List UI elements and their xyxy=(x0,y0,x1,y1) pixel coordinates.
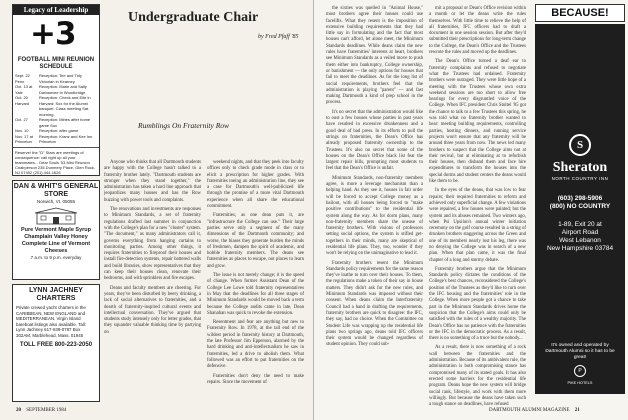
store-drawing-icon xyxy=(13,207,99,225)
issue-date: SEPTEMBER 1984 xyxy=(26,408,67,413)
charter-name: LYNN JACHNEY CHARTERS xyxy=(29,287,83,302)
sheraton-address-3: West Lebanon xyxy=(559,237,601,244)
page-number-left: 20 xyxy=(16,408,21,413)
schedule-row: Oct. 20 Harvard Reception: Check and Eite in Harvard: Sox for the Alumni banquet. Class meeting Sat. morning. xyxy=(15,95,91,117)
sheraton-subtitle: NORTH COUNTRY INN xyxy=(551,176,609,181)
schedule-row: Oct. 13 at Yale Reception: Marie and Sally Darbanvee in Woodbridge xyxy=(15,84,87,95)
store-syrup: Pure Vermont Maple Syrup xyxy=(21,227,91,233)
legacy-ad-title: Legacy of Leadership xyxy=(13,5,99,15)
paragraph: The renovations and investments are responses to Minimum Standards, a set of fraternity regulations drafted last summer in conjunction with the College's plan for a new "cluster" system. "The document," as many administrators call it, governs everything from hanging curtains to monitoring parties. Among other things, it requires fraternities to fireproof their houses and install fire-detection systems, repair battered walls and build libraries, show representatives that they can keep their houses clean, renovate their bedrooms, and with sprinklers and fire escapes. xyxy=(104,207,201,282)
page-number-right: 21 xyxy=(574,408,580,413)
paragraph: Minimum Standards, non-fraternity members agree, is more a leverage mechanism than a helping hand. As they see it, houses in fair order will be forced to accept College money as a bailout, with all houses being forced to "make positive contributions" to the residential life system along the way. As for dorm plans, many non-fraternity members share the unease of fraternity brothers. With visions of professors setting social options, the system is stifled get-togethers in their minds, many are skeptical of residential life plans. They, too, wonder if they won't be relying on the unimaginative to lead it. xyxy=(326,175,423,257)
sheraton-footer: PIKE HOTELS xyxy=(567,381,593,385)
store-cheeses: Complete Line of Vermont Cheeses xyxy=(21,241,91,254)
reunion-schedule xyxy=(13,71,99,147)
paragraph: It's no secret that the administration would like to oust a few houses whose parties in past years have resulted in excessive drunkenness and a good deal of bad press. In its efforts to pull the strings on fraternities, the Dean's Office has already proposed fraternity ownership to the Trustees. It's also no secret that some of the houses on the Dean's Office black list fear the largest repair bills, prompting most students to feel that the Dean's Office is unfair. xyxy=(326,109,423,172)
store-name: DAN & WHIT'S GENERAL STORE xyxy=(13,183,99,198)
article-column-4 xyxy=(429,6,526,411)
charter-ad xyxy=(12,284,100,402)
because-box xyxy=(535,4,625,22)
sheraton-address-2: Airport Road xyxy=(561,229,599,236)
paragraph: In the eyes of the deans, that was low to fear repairs; their required fraternities to reform and achieved only superficial change. A few violations were repaired, a few houses were painted; but the system and its abuses remained. Two winters ago, when Psi Upsilon's annual winter initiation ceremony on the golf course resulted in a string of drunken brothers staggering across the Green and one of its members nearly lost his leg, there was no denying the College was in search of a new plan. When that plan came, it was the final chapter of a long and stormy debate. xyxy=(429,188,526,263)
svg-text:+3: +3 xyxy=(30,16,76,49)
schedule-row: Oct. 27 Reception: Mines after home game Sox xyxy=(15,117,91,128)
article-column-1 xyxy=(104,160,201,339)
sheraton-phone-1: (603) 298-5906 xyxy=(557,195,603,202)
pike-hotels-logo-icon: P xyxy=(574,365,586,377)
sheraton-tagline: It's owned and operated by Dartmouth Alumni so it has to be great! xyxy=(545,343,615,360)
charter-phone: TOLL FREE 800-223-2050 xyxy=(19,341,93,348)
schedule-row: Nov. 10 Reception: after game xyxy=(15,128,79,133)
page-gutter xyxy=(313,0,314,420)
paragraph: Fraternities, as one dean puts it, are "infrastructure the College can use." Their large parties serve only a segment of the many dimensions of the Dartmouth community; and worse, the biases they generate burden the minds of freshmen, dampen the spirit of academic, and hobble fraternity members. The deans see fraternities as places to escape, not places to learn and grow. xyxy=(207,213,304,269)
paragraph: the sixties was quelled in "Animal House," most brothers agree their houses could use facelifts. What they resent is the imposition of extensive building requirements that they had little say in formulating and the fact that most houses can't afford, let alone meet, the Minimum Standards deadlines. While deans claim the new rules have fraternities' interests at heart, brothers see Minimum Standards as a veiled move to push them either into bankruptcy, College ownership, or banishment — the only options for houses that fail to meet the deadlines. As for the long list of social requirements, brothers feel that the administration is playing "parent" — and fast making Dartmouth a kind of prep school in the process. xyxy=(326,6,423,106)
legacy-ad-heading: FOOTBALL MINI REUNION SCHEDULE xyxy=(17,57,95,70)
store-town: Norwich, Vt. 05055 xyxy=(36,199,76,204)
paragraph: Anyone who thinks that all Dartmouth students are happy with the College hasn't talked to a fraternity brother lately. "Dartmouth students are stronger when they stand together," the administration has taken a hard line approach that jeopardizes many houses and has the Row buzzing with power tools and complaints. xyxy=(104,160,201,203)
folio-right xyxy=(489,408,580,413)
article-column-2 xyxy=(207,160,304,389)
article-byline: by Fred Pfaff '85 xyxy=(258,34,299,40)
sheraton-logo-icon: S xyxy=(569,134,591,156)
paragraph: Deans and faculty members are cheering. For years, they've been disturbed by beery drinking, a lack of social alternatives to fraternities, and a dearth of fraternity-inspired cultural events and intellectual conversation. They've argued that students study intensely only for letter grades, that they squander valuable thinking time by partying on xyxy=(104,285,201,335)
paragraph: As a result, there is now something of a rock wall between the fraternities and the administration. Because of its ambivalent rule, the administration is both compromising stance has compromised many of its stated goals. It has also erected some barriers for the residential life program. Deans hope the new system will bridge social rank, lifestyle, and work with them more willingly. But because the deans have taken such a tough stance on deadlines, have refused xyxy=(429,345,526,408)
paragraph: Resentment and fear are anything but new to Fraternity Row. In 1978, at the tail end of the wildest period in fraternity history at Dartmouth, the late Professor Jim Epperson, alarmed by the hard drinking and anti-intellectualism he saw in fraternities, led a drive to abolish them. What followed was an effort to put fraternities on the defensive. xyxy=(207,320,304,370)
magazine-name: DARTMOUTH ALUMNI MAGAZINE xyxy=(489,408,570,413)
sheraton-address-1: 1-89, Exit 20 at xyxy=(558,221,602,228)
t53-logo-icon xyxy=(26,15,86,49)
article-title: Undergraduate Chair xyxy=(128,10,259,25)
paragraph: weekend nights, and that they peek into faculty offices only to check grade mode in class or to elicit a prescription for higher grades. With fraternities toeing an administration line, they see a case for Dartmouth's well-publicized life through the promise of a more vital Dartmouth experience when all share the educational commitment. xyxy=(207,160,304,210)
folio-left xyxy=(16,408,66,413)
paragraph: Fraternity brothers resent the Minimum Standards policy requirements for the same reason they've loathe to turn over their houses. To them, the regulations make a token of their say in house matters. They didn't ask for the new rules, and Minimum Standards was imposed without their consent. When deans claim the Interfraternity Council had a hand in drafting the requirements, fraternity brothers are quick to disagree: the IFC, they say, had no choice. When the Committee on Student Life was wrapping up the residential life plans two springs ago, deans told IFC officers their system would be changed regardless of student opinion. They could sub- xyxy=(326,260,423,348)
sheraton-ad xyxy=(535,24,625,394)
store-hours: 7 a.m. to 9 p.m. everyday xyxy=(30,255,82,260)
schedule-row: Sept. 22 Penn Reception: Tee and Tidy Victorian in Kearney xyxy=(15,73,82,84)
paragraph: Fraternity brothers argue that the Minimum Standards policy dictates the conditions of the College's best chances, reconsidered the College's position of the Trustees as they'd like to turn over the IFC housing and the fraternities' role in the College. When more people got a chance to take part in the Minimum Standards drives home the suspicion that the College's aims could only be satisfied with the rules of a wealthy majority. The Dean's Office has no patience with the fraternities or the IFC in the democratic process. As a result, there is no something of a truce but the nobody... xyxy=(429,266,526,342)
legacy-ad xyxy=(12,4,100,176)
legacy-logo-icon xyxy=(13,15,99,57)
paragraph: mit a proposal or Dean's Office revision within a month or let the deans write the rules themselves. With little time to relieve the help of all fraternities, IFC officers had to draft a document in one session session. But after they'd submitted their prescriptions for long-term change to the College, the Dean's Office and the Trustees rewrote the rules and moved up the deadlines. xyxy=(429,6,526,56)
legacy-ad-footer: Reserve! the "D" Stars are meetings of consequence: call right up all your teammates... Dear Souls '53 Mini Reunion Chairperson 235 Dunmery Place, Glen Rock, NJ 07452 (201) 444-1626 xyxy=(13,147,99,177)
paragraph: Fraternities don't deny the need to make repairs. Since the movement of xyxy=(207,373,304,385)
article-pullquote: Rumblings On Fraternity Row xyxy=(138,121,230,130)
schedule-row: Nov. 17 at Princeton Reception: Kranz and Kee Inn Princeton xyxy=(15,133,93,144)
store-honey: Champlain Valley Honey xyxy=(24,234,88,240)
sheraton-name: Sheraton xyxy=(552,160,608,175)
article-column-3 xyxy=(326,6,423,352)
store-ad xyxy=(12,180,100,280)
because-headline: BECAUSE! xyxy=(551,7,609,19)
charter-body: Private crewed yacht charters in the CARIBBEAN, NEW ENGLAND and MEDITERRANEAN. Virgin Island bareboat listings also available. Tall: Lynn Jachney 617-639-0787 Box 302AM, Marblehead, Mass. 01945 xyxy=(16,305,86,338)
sheraton-phone-2: (800) NO COUNTRY xyxy=(549,203,611,210)
paragraph: The issue is not merely change; it is the speed of change. When former Assistant Dean of the College Lee Lowe told fraternity representatives in May that the deadlines for all three stages of Minimum Standards would be moved back a term because the College audits came in late, Dean Shanahan was quick to revoke the extension. xyxy=(207,273,304,316)
sheraton-address-4: New Hampshire 03784 xyxy=(546,245,614,252)
ad-column xyxy=(12,4,100,406)
paragraph: The Dean's Office turned a deaf ear to fraternity complaints and refused to negotiate what the Trustees had ordained. Fraternity brothers were outraged. They were little hope of a meeting with the Trustees whose own extra weekend sessions are too short to allow free hearings for every disgruntled voice of the College. When IFC president Chris Stoltel '85 got the chance to talk to a few Trustees this spring, he was told what no fraternity brother wanted to hear: meeting building requirements, controlling parties, hosting dinners, and running service projects won't ensure that any fraternity will be around three years from now. The news led many brothers to suspect that the College aims not at their revival, but at eliminating at to refurbish their houses, then disband them and face hire expenditures to transform the houses into the special dorms and student centers the deans would like them to be. xyxy=(429,59,526,185)
